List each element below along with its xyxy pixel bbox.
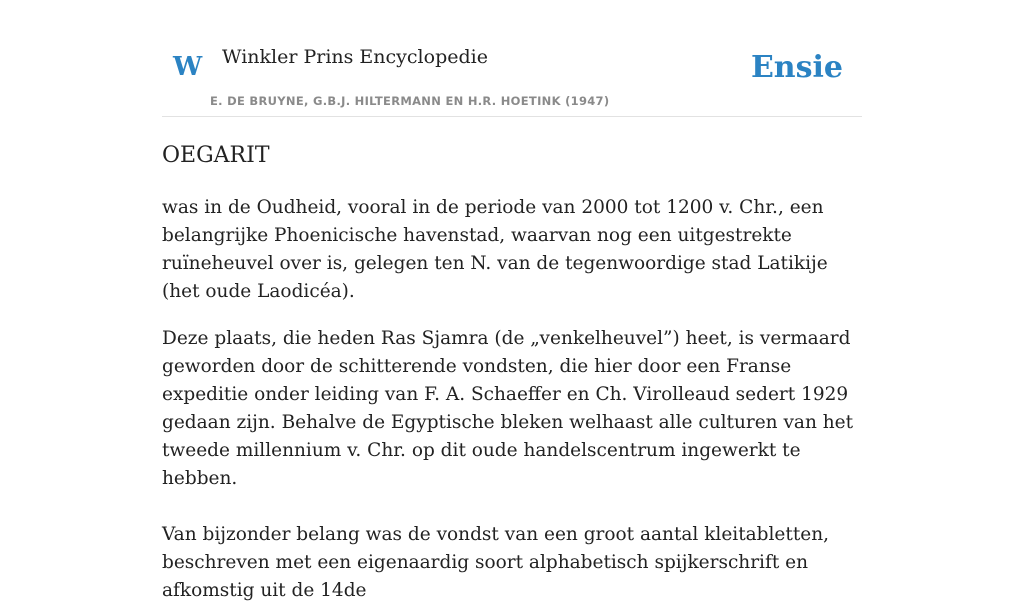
article-paragraph: was in de Oudheid, vooral in de periode van 2000 tot 1200 v. Chr., een belangrijke Phoenicische havenstad, waarvan nog een uitgestrekte ruïneheuvel over is, gelegen ten N. van de tegenwoordige stad Latikije (het oude Laodicéa). [162, 197, 828, 302]
site-header [162, 0, 862, 117]
ensie-brand-logo[interactable]: Ensie [750, 50, 843, 85]
publication-authors: E. DE BRUYNE, G.B.J. HILTERMANN EN H.R. HOETINK (1947) [210, 94, 610, 108]
article [162, 143, 862, 605]
article-body [162, 194, 862, 605]
page [162, 0, 862, 605]
winkler-prins-logo[interactable]: W [173, 52, 203, 82]
article-headword: OEGARIT [162, 143, 270, 168]
publication-title[interactable]: Winkler Prins Encyclopedie [222, 46, 488, 68]
article-paragraph: Deze plaats, die heden Ras Sjamra (de „venkelheuvel”) heet, is vermaard geworden door de schitterende vondsten, die hier door een Franse expeditie onder leiding van F. A. Schaeffer en Ch. Virolleaud sedert 1929 gedaan zijn. Behalve de Egyptische bleken welhaast alle culturen van het tweede millennium v. Chr. op dit oude handelscentrum ingewerkt te hebben. [162, 328, 854, 489]
article-paragraph: Van bijzonder belang was de vondst van een groot aantal kleitabletten, beschreven met een eigenaardig soort alphabetisch spijkerschrift en afkomstig uit de 14de [162, 524, 829, 601]
